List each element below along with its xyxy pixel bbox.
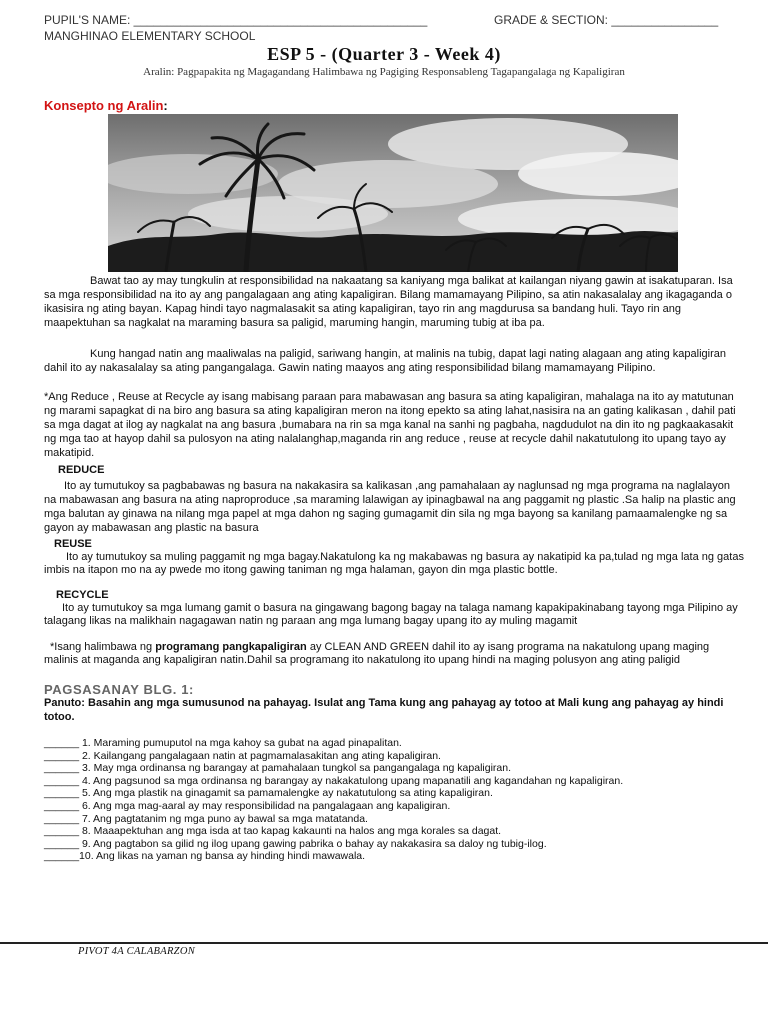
exercise-heading: PAGSASANAY BLG. 1: — [44, 682, 194, 697]
exercise-item: ______ 2. Kailangang pangalagaan natin at pagmamalasakitan ang ating kapaligiran. — [44, 749, 441, 762]
paragraph-reduce-reuse-recycle: *Ang Reduce , Reuse at Recycle ay isang mabisang paraan para mabawasan ang basura sa ating kapaligiran, mahalaga na ito ay matutunan ng marami sapagkat di na biro ang basura sa ating kapaligiran meron na itong epekto sa ating lahat,nasisira na an gating kalikasan , dahil pati sa mga dagat at ilog ay nagkalat na ang basura ,bumabara na rin sa mga kanal na sanhi ng pagbaha, nagdudulot na din ito ng pagkaakasakit ng mga tao at hayop dahil sa pulosyon na ating nalalanghap,maganda rin ang reduce , reuse at recycle dahil nakatutulong ito upang tayo ay makatipid. — [44, 391, 736, 459]
recycle-label: RECYCLE — [56, 589, 109, 601]
example-paragraph — [44, 641, 744, 666]
exercise-item: ______ 4. Ang pagsunod sa mga ordinansa ng barangay ay nakakatulong upang mapanatili ang kagandahan ng kapaligiran. — [44, 774, 624, 787]
recycle-text: Ito ay tumutukoy sa mga lumang gamit o basura na gingawang bagong bagay na talaga namang kapakipakinabang tayong mga Pilipino ay talagang likas na malikhain nagagawan natin ng paraan ang mga lumang bagay upang ito ay muling magamit — [44, 602, 738, 627]
exercise-item: ______ 7. Ang pagtatanim ng mga puno ay bawal sa mga matatanda. — [44, 812, 368, 825]
exercise-item: ______ 5. Ang mga plastik na ginagamit sa pamamalengke ay nakatutulong sa ating kapaligiran. — [44, 787, 493, 800]
reuse-label: REUSE — [54, 538, 92, 550]
exercise-item: ______ 3. May mga ordinansa ng barangay at pamahalaan tungkol sa pangangalaga ng kapaligiran. — [44, 762, 512, 775]
exercise-items — [44, 737, 754, 863]
grade-section-line: GRADE & SECTION: ________________ — [494, 13, 719, 27]
school-name: MANGHINAO ELEMENTARY SCHOOL — [44, 29, 256, 43]
reduce-label: REDUCE — [58, 464, 105, 476]
footer-label: PIVOT 4A CALABARZON — [78, 946, 196, 957]
exercise-item: ______ 1. Maraming pumuputol na mga kahoy sa gubat na agad pinapalitan. — [44, 737, 402, 749]
section-heading-text: Konsepto ng Aralin — [44, 98, 164, 113]
palm-trees-photo — [108, 114, 678, 272]
exercise-instructions: Panuto: Basahin ang mga sumusunod na pahayag. Isulat ang Tama kung ang pahayag ay totoo at Mali kung ang pahayag ay hindi totoo. — [44, 697, 724, 723]
exercise-item: ______10. Ang likas na yaman ng bansa ay hinding hindi mawawala. — [44, 850, 366, 863]
exercise-item: ______ 6. Ang mga mag-aaral ay may responsibilidad na pangalagaan ang kapaligiran. — [44, 799, 451, 812]
footer-divider — [0, 942, 768, 944]
exercise-item: ______ 9. Ang pagtabon sa gilid ng ilog upang gawing pabrika o bahay ay nakakasira sa daloy ng tubig-ilog. — [44, 837, 547, 850]
paragraph-intro: Bawat tao ay may tungkulin at responsibilidad na nakaatang sa kaniyang mga balikat at kailangan niyang gawin at isakatuparan. Isa sa mga responsibilidad na ito ay ang pangalagaan ang ating kapaligiran. Bilang mamamayang Pilipino, sa atin nakasalalay ang ikagaganda o ikasisira ng ating bayan. Kapag hindi tayo nagmalasakit sa ating kapaligiran, tayo rin ang magdurusa sa bandang huli. Tayo rin ang maapektuhan sa nagkalat na maraming basura sa paligid, maruming hangin, maruming tubig at iba pa. — [44, 275, 733, 329]
reduce-text: Ito ay tumutukoy sa pagbabawas ng basura na nakakasira sa kalikasan ,ang pamahalaan ay naglunsad ng mga programa na naglalayon na mabawasan ang basura na ating naproproduce ,sa maraming lalawigan ay ipinagbawal na ang paggamit ng plastic .Sa halip na plastic ang mga balutan ay ginawa na nilang mga papel at mga dahon ng saging gumagamit din sila ng mga bayong sa kanilang pamaamalengke ng sa gayon ay mabawasan ang plastic na basura — [44, 480, 736, 534]
example-pre: *Isang halimbawa ng — [50, 641, 156, 653]
reuse-text: Ito ay tumutukoy sa muling paggamit ng mga bagay.Nakatulong ka ng makabawas ng basura ay nakatipid ka pa,tulad ng mga lata ng gatas imbis na itapon mo na ay pwede mo itong gawing taniman ng mga halaman, gayon din mga plastic bottle. — [44, 551, 744, 576]
section-heading — [44, 98, 168, 113]
pupil-name-line: PUPIL'S NAME: ____________________________________________ — [44, 13, 428, 27]
example-bold: programang pangkapaligiran — [155, 641, 307, 653]
section-heading-colon: : — [163, 98, 168, 113]
example-post: ay CLEAN AND GREEN dahil ito ay isang programa na nakatulong upang maging malinis at maganda ang kapaligiran natin.Dahil sa programang ito nakatulong ito upang hindi na maging polusyon ang ating paligid — [44, 641, 710, 666]
paragraph-kung-hangad: Kung hangad natin ang maaliwalas na paligid, sariwang hangin, at malinis na tubig, dapat lagi nating alagaan ang ating kapaligiran dahil ito ay nakasalalay sa ating pangangalaga. Gawin nating maayos ang ating responsibilidad bilang mamamayang Pilipino. — [44, 348, 727, 374]
exercise-item: ______ 8. Maaapektuhan ang mga isda at tao kapag kakaunti na halos ang mga korales sa dagat. — [44, 825, 502, 838]
page-title: ESP 5 - (Quarter 3 - Week 4) — [267, 44, 501, 64]
lesson-subtitle: Aralin: Pagpapakita ng Magagandang Halimbawa ng Pagiging Responsableng Tagapangalaga ng Kapaligiran — [143, 66, 625, 78]
